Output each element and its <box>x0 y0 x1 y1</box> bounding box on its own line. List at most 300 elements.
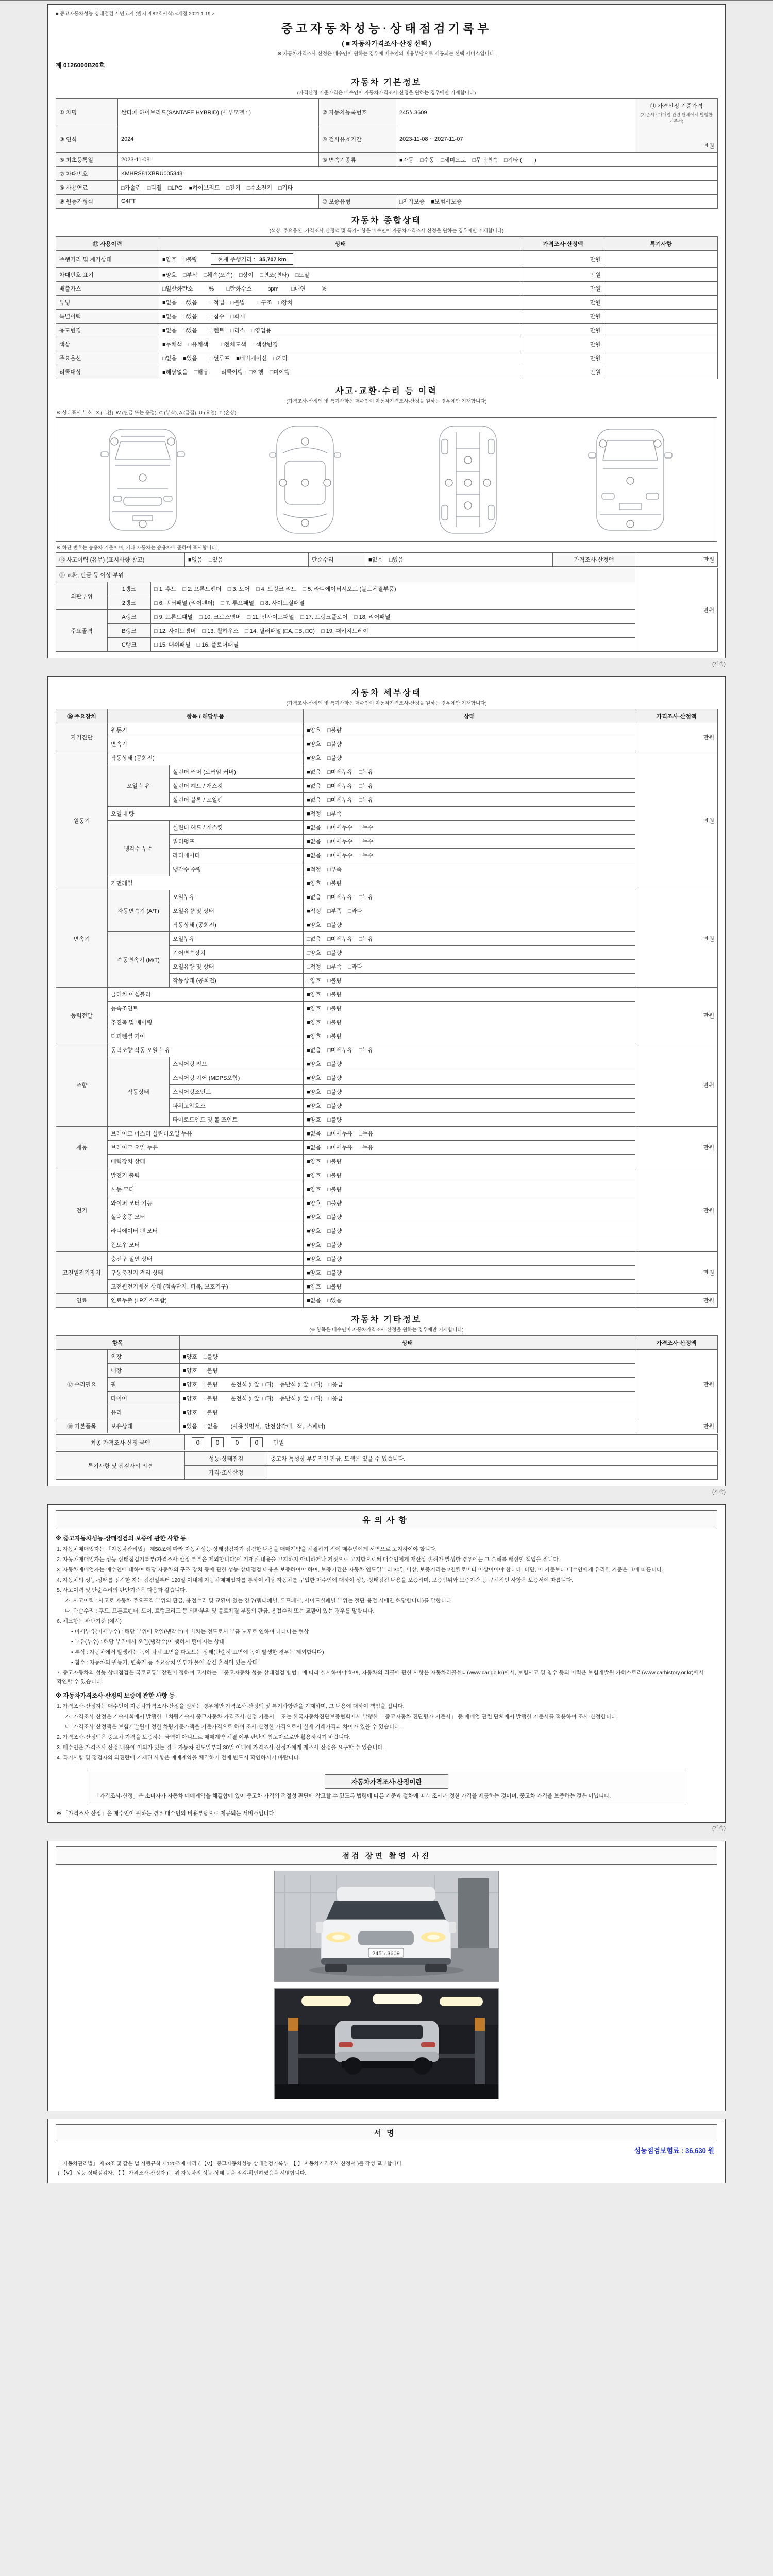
section-note-other: (※ 항목은 매수인이 자동차가격조사·산정을 원하는 경우에만 기재합니다) <box>309 1327 464 1333</box>
col-other-price: 가격조사·산정액 <box>635 1336 718 1350</box>
vehicle-diagram-rear <box>581 421 679 538</box>
outer-panel-label: 외판부위 <box>56 582 108 610</box>
item-label: 브레이크 마스터 실린더오일 누유 <box>108 1127 304 1141</box>
col-item: 항목 / 해당부품 <box>108 709 304 723</box>
state-checks: ■양호 □불량 <box>304 1280 635 1294</box>
price-unit-cell: 만원 <box>635 1419 718 1433</box>
overall-row-label: 특별이력 <box>56 310 159 324</box>
rank-items: □ 6. 쿼터패널 (리어펜더) □ 7. 루프패널 □ 8. 사이드실패널 <box>151 596 635 610</box>
definition-box-body: 「가격조사·산정」은 소비자가 자동차 매매계약을 체결함에 있어 중고차 가격의 적절성 판단에 참고할 수 있도록 법령에 따른 기준과 절차에 따라 조사·산정한 가격을 제공하는 것이며, 중고차 가격을 보증하는 것은 아닙니다. <box>94 1793 611 1799</box>
other-item-label: 타이어 <box>108 1392 180 1405</box>
remark-cell <box>604 351 718 365</box>
overall-row-state <box>159 310 522 324</box>
state-checks: ■양호 □불량 <box>304 1252 635 1266</box>
item-label: 스티어링 펌프 <box>170 1057 304 1071</box>
overall-state-table <box>56 236 718 379</box>
overall-row-state <box>159 365 522 379</box>
item-label: 디퍼렌셜 기어 <box>108 1029 304 1043</box>
state-checks: □양호 □불량 <box>304 946 635 960</box>
warranty-label: ⑩ 보증유형 <box>319 195 396 209</box>
item-label: 브레이크 오일 누유 <box>108 1141 304 1155</box>
overall-row <box>56 310 718 324</box>
state-checks: ■없음 □있음 <box>304 1294 635 1308</box>
rank-row <box>56 582 718 596</box>
check-options: ■양호 □불량 <box>162 257 198 263</box>
state-checks: ■양호 □불량 <box>304 1155 635 1168</box>
other-state-checks: ■양호 □불량 <box>180 1364 635 1378</box>
remarks-text: 중고차 특성상 부분적인 판금, 도색은 있을 수 있습니다. <box>267 1452 718 1466</box>
exchange-label: ⑭ 교환, 판금 등 이상 부위 : <box>56 568 635 582</box>
accident-history-label: ⑬ 사고이력 (유무) (표시사항 참고) <box>56 553 185 567</box>
basic-items-group-label: ⑱ 기본품목 <box>56 1419 108 1433</box>
overall-row-label: 배출가스 <box>56 282 159 296</box>
final-price-table <box>56 1434 718 1450</box>
price-unit-cell: 만원 <box>635 1294 718 1308</box>
inspection-photo-front <box>274 1871 499 1982</box>
rank-label: 2랭크 <box>108 596 151 610</box>
final-price-unit: 만원 <box>273 1440 284 1446</box>
state-checks: ■양호 □불량 <box>304 1196 635 1210</box>
panel-signature <box>47 2119 726 2183</box>
col-remark: 특기사항 <box>604 237 718 251</box>
item-label: 냉각수 수량 <box>170 862 304 876</box>
price-unit-cell: 만원 <box>522 268 604 282</box>
device-group-label: 변속기 <box>56 890 108 988</box>
price-unit-cell: 만원 <box>635 1168 718 1252</box>
definition-box-title: 자동차가격조사·산정이란 <box>325 1774 448 1789</box>
col-price: 가격조사·산정액 <box>522 237 604 251</box>
overall-row-label: 색상 <box>56 337 159 351</box>
notice-content <box>56 1534 717 1762</box>
state-checks: □없음 □미세누유 □누유 <box>304 932 635 946</box>
check-options: ■없음 □있음 □렌트 □리스 □영업용 <box>162 328 272 334</box>
notice-line: 나. 가격조사·산정액은 보험개발원이 정한 차량기준가액을 기준가격으로 하여 조사·산정한 가격으로서 실제 거래가격과 차이가 있을 수 있습니다. <box>65 1724 401 1730</box>
other-info-table <box>56 1335 718 1433</box>
check-options: □없음 ■있음 □썬루프 ■네비게이션 □기타 <box>162 355 288 362</box>
vin-label: ⑦ 차대번호 <box>56 167 118 181</box>
detail-row <box>56 1029 718 1043</box>
detail-row <box>56 1182 718 1196</box>
subgroup-label: 오일 누유 <box>108 765 170 807</box>
item-label: 오일누유 <box>170 890 304 904</box>
state-checks: ■없음 □미세누유 □누유 <box>304 765 635 779</box>
detail-row <box>56 821 718 835</box>
detail-row <box>56 1224 718 1238</box>
overall-row <box>56 337 718 351</box>
price-base-cell <box>635 99 718 153</box>
other-state-checks: ■양호 □불량 운전석 (□앞 □뒤) 동반석 (□앞 □뒤) □응급 <box>180 1378 635 1392</box>
overall-row <box>56 268 718 282</box>
state-checks: ■양호 □불량 <box>304 1238 635 1252</box>
section-title-overall: 자동차 종합상태 <box>351 216 422 225</box>
vehicle-diagram-front <box>94 421 192 538</box>
notice-line: • 부식 : 자동차에서 발생하는 녹이 차체 표면을 파고드는 상태(단순히 표면에 녹이 발생한 경우는 제외합니다) <box>71 1649 324 1655</box>
panel-detail-state <box>47 676 726 1486</box>
vin-value: KMHRS81XBRU005348 <box>118 167 718 181</box>
remark-cell <box>604 337 718 351</box>
valid-label: ④ 검사유효기간 <box>319 126 396 153</box>
price-unit-cell: 만원 <box>522 324 604 337</box>
notice-line: • 미세누유(미세누수) : 해당 부위에 오일(냉각수)이 비치는 정도로서 부품 노후로 인하여 나타나는 현상 <box>71 1629 309 1635</box>
current-mileage-box <box>211 253 293 265</box>
year-value: 2024 <box>118 126 319 153</box>
detail-row <box>56 876 718 890</box>
item-label: 라디에이터 팬 모터 <box>108 1224 304 1238</box>
col-use-history: ⑫ 사용이력 <box>56 237 159 251</box>
detail-row <box>56 737 718 751</box>
state-checks: ■없음 □미세누수 □누수 <box>304 849 635 862</box>
notice-line: 2. 가격조사·산정액은 중고차 가격을 보증하는 금액이 아니므로 매매계약 체결 여부 판단의 참고자료로만 활용하시기 바랍니다. <box>57 1734 351 1740</box>
overall-row <box>56 351 718 365</box>
col-detail-price: 가격조사·산정액 <box>635 709 718 723</box>
item-label: 동력조향 작동 오일 누유 <box>108 1043 304 1057</box>
final-price-row <box>56 1435 718 1450</box>
state-checks: ■없음 □미세누유 □누유 <box>304 890 635 904</box>
photo-lift-illustration <box>275 1989 498 2099</box>
section-title-accident: 사고·교환·수리 등 이력 <box>335 387 438 396</box>
other-repair-row <box>56 1405 718 1419</box>
overall-row-state <box>159 268 522 282</box>
item-label: 스티어링 기어 (MDPS포함) <box>170 1071 304 1085</box>
item-label: 작동상태 (공회전) <box>170 974 304 988</box>
overall-row-label: 주요옵션 <box>56 351 159 365</box>
detail-row <box>56 1043 718 1057</box>
col-device: ⑯ 주요장치 <box>56 709 108 723</box>
price-unit-cell: 만원 <box>522 337 604 351</box>
item-label: 작동상태 (공회전) <box>108 751 304 765</box>
other-repair-row <box>56 1378 718 1392</box>
notice-section-heading: ※ 중고자동차성능·상태점검의 보증에 관한 사항 등 <box>56 1536 187 1542</box>
item-label: 변속기 <box>108 737 304 751</box>
notice-line: 1. 자동차매매업자는 「자동차관리법」 제58조에 따라 자동차성능·상태점검자가 점검한 내용을 매매계약을 체결하기 전에 매수인에게 서면으로 고지하여야 합니다. <box>57 1546 437 1552</box>
remark-cell <box>604 282 718 296</box>
basic-row-vin <box>56 167 718 181</box>
item-label: 라디에이터 <box>170 849 304 862</box>
price-unit-cell: 만원 <box>635 751 718 890</box>
overall-row-label: 튜닝 <box>56 296 159 310</box>
notice-line: 가. 가격조사·산정은 기술사회에서 발행한 「차량기술사 중고자동차 가격조사·산정 기준서」 또는 한국자동차진단보증협회에서 발행한 「중고자동차 진단평가 기준서」 등 매매업 관련 단체에서 발행한 기준서를 적용하여 조사·산정합니다. <box>65 1714 618 1720</box>
price-unit-cell: 만원 <box>635 1252 718 1294</box>
repair-group-label: ⑰ 수리필요 <box>56 1350 108 1419</box>
detail-row <box>56 765 718 779</box>
basic-row-year <box>56 126 718 153</box>
notice-line: 4. 특기사항 및 점검자의 의견란에 기재된 사항은 매매계약을 체결하기 전에 반드시 확인하시기 바랍니다. <box>57 1755 300 1761</box>
photos-title: 점검 장면 촬영 사진 <box>56 1846 717 1865</box>
item-label: 실린더 헤드 / 개스킷 <box>170 779 304 793</box>
other-state-checks: ■양호 □불량 <box>180 1350 635 1364</box>
basic-row-firstreg <box>56 153 718 167</box>
rank-row <box>56 610 718 624</box>
overall-row-state <box>159 251 522 268</box>
state-checks: ■양호 □불량 <box>304 876 635 890</box>
accident-price-label: 가격조사·산정액 <box>553 553 635 567</box>
simple-repair-label: 단순수리 <box>309 553 365 567</box>
legal-statement-2: ( 【V】 성능·상태점검자, 【 】 가격조사·산정자 )는 위 자동차의 성능·상태 등을 점검·확인하였음을 서명합니다. <box>58 2170 307 2176</box>
state-checks: ■없음 □미세누유 □누유 <box>304 1141 635 1155</box>
item-label: 커먼레일 <box>108 876 304 890</box>
overall-row-label: 용도변경 <box>56 324 159 337</box>
rank-row <box>56 624 718 638</box>
item-label: 추진축 및 베어링 <box>108 1015 304 1029</box>
item-label: 실내송풍 모터 <box>108 1210 304 1224</box>
detail-row <box>56 890 718 904</box>
other-state-checks: ■양호 □불량 <box>180 1405 635 1419</box>
overall-row-label: 주행거리 및 계기상태 <box>56 251 159 268</box>
notice-line: 나. 단순수리 : 후드, 프론트펜더, 도어, 트렁크리드 등 외판부위 및 볼트체결 부품의 판금, 용접수리 또는 교환이 있는 경우를 말합니다. <box>65 1608 375 1614</box>
overall-row <box>56 365 718 379</box>
item-label: 구동축전지 격리 상태 <box>108 1266 304 1280</box>
car-name-value: 싼타페 하이브리드(SANTAFE HYBRID) (세부모델 : ) <box>118 99 319 126</box>
price-unit-cell: 만원 <box>522 296 604 310</box>
overall-row-state <box>159 351 522 365</box>
state-checks: ■양호 □불량 <box>304 1029 635 1043</box>
col-state: 상태 <box>159 237 522 251</box>
final-price-digit: 0 <box>250 1437 263 1447</box>
item-label: 충전구 절연 상태 <box>108 1252 304 1266</box>
overall-row <box>56 251 718 268</box>
engine-value: G4FT <box>118 195 319 209</box>
detail-row <box>56 932 718 946</box>
other-state-checks: ■양호 □불량 운전석 (□앞 □뒤) 동반석 (□앞 □뒤) □응급 <box>180 1392 635 1405</box>
basic-info-table <box>56 98 718 209</box>
rank-items: □ 12. 사이드멤버 □ 13. 휠하우스 □ 14. 필러패널 (□A, □B, □C) □ 19. 패키지트레이 <box>151 624 635 638</box>
item-label: 스티어링조인트 <box>170 1085 304 1099</box>
notice-line: 3. 매수인은 가격조사·산정 내용에 이의가 있는 경우 자동차 인도일부터 30일 이내에 가격조사·산정자에게 재조사·산정을 요구할 수 있습니다. <box>57 1744 384 1751</box>
price-survey-definition-box <box>87 1770 686 1805</box>
state-checks: ■없음 □미세누수 □누수 <box>304 835 635 849</box>
detail-row <box>56 1168 718 1182</box>
state-checks: ■없음 □미세누유 □누유 <box>304 1127 635 1141</box>
fuel-label: ⑧ 사용연료 <box>56 181 118 195</box>
insurance-fee <box>59 2145 714 2155</box>
remarks-group-label: 특기사항 및 점검자의 의견 <box>56 1452 185 1480</box>
device-group-label: 고전원전기장치 <box>56 1252 108 1294</box>
rank-label: A랭크 <box>108 610 151 624</box>
item-label: 시동 모터 <box>108 1182 304 1196</box>
check-options: ■양호 □부식 □훼손(오손) □상이 □변조(변타) □도말 <box>162 272 310 278</box>
warranty-checks: □자가보증 ■보험사보증 <box>396 195 718 209</box>
price-base-label: ⑪ 가격산정 기준가격 <box>650 103 703 109</box>
vehicle-diagram-underbody <box>419 421 517 538</box>
item-label: 등속조인트 <box>108 1002 304 1015</box>
price-base-note: (기준서 : 매매업 관련 단체에서 발행한 기준서) <box>640 112 713 124</box>
check-options: ■해당없음 □해당 리콜이행 : □이행 □미이행 <box>162 369 290 376</box>
first-reg-value: 2023-11-08 <box>118 153 319 167</box>
notice-section-heading: ※ 자동차가격조사·산정의 보증에 관한 사항 등 <box>56 1693 175 1699</box>
check-options: ■없음 □있음 □적법 □불법 □구조 □장치 <box>162 300 293 306</box>
accident-history-checks: ■없음 □있음 <box>185 553 309 567</box>
detail-row <box>56 807 718 821</box>
page-title: 중고자동차성능·상태점검기록부 <box>281 22 492 35</box>
numbering-legend: ※ 하단 번호는 승용차 기준이며, 기타 자동차는 승용차에 준하여 표시합니다. <box>57 545 218 551</box>
panel-photos <box>47 1841 726 2111</box>
fuel-checks: □가솔린 □디젤 □LPG ■하이브리드 □전기 □수소전기 □기타 <box>118 181 718 195</box>
state-checks: ■양호 □불량 <box>304 1224 635 1238</box>
state-checks: ■양호 □불량 <box>304 1099 635 1113</box>
other-header-row <box>56 1336 718 1350</box>
overall-row <box>56 296 718 310</box>
price-unit-cell: 만원 <box>522 365 604 379</box>
basic-row-name <box>56 99 718 126</box>
section-note-accident: (가격조사·산정액 및 특기사항은 매수인이 자동차가격조사·산정을 원하는 경우에만 기재합니다) <box>286 399 487 404</box>
other-state-checks: ■있음 □없음 (사용설명서, 안전삼각대, 잭, 스패너) <box>180 1419 635 1433</box>
accident-price-unit: 만원 <box>635 553 718 567</box>
final-price-digits <box>188 1440 266 1446</box>
rank-price-unit-cell: 만원 <box>635 568 718 652</box>
item-label: 고전원전기배선 상태 (접속단자, 피복, 보호기구) <box>108 1280 304 1294</box>
state-checks: ■양호 □불량 <box>304 1071 635 1085</box>
item-label: 발전기 출력 <box>108 1168 304 1182</box>
other-item-label: 내장 <box>108 1364 180 1378</box>
detail-row <box>56 1252 718 1266</box>
state-checks: ■없음 □미세누유 □누유 <box>304 779 635 793</box>
accident-history-table <box>56 552 718 567</box>
photo-front-illustration <box>275 1871 498 1981</box>
item-label: 실린더 헤드 / 개스킷 <box>170 821 304 835</box>
remark-cell <box>604 268 718 282</box>
continued-marker: (계속) <box>712 1489 726 1495</box>
first-reg-label: ⑤ 최초등록일 <box>56 153 118 167</box>
overall-row <box>56 324 718 337</box>
photo-license-plate: 245노3609 <box>372 1950 400 1957</box>
state-checks: ■양호 □불량 <box>304 1113 635 1127</box>
other-repair-row <box>56 1392 718 1405</box>
device-group-label: 원동기 <box>56 751 108 890</box>
item-label: 파워고압호스 <box>170 1099 304 1113</box>
remarks-who-label: 성능·상태점검 <box>185 1452 267 1466</box>
remark-cell <box>604 310 718 324</box>
notice-line: 가. 사고이력 : 사고로 자동차 주요골격 부위의 판금, 용접수리 및 교환이 있는 경우(쿼터패널, 루프패널, 사이드실패널 부위는 절단·용접 시에만 해당합니다)를 말합니다. <box>65 1598 453 1604</box>
notice-line: • 침수 : 자동차의 원동기, 변속기 등 주요장치 일부가 물에 잠긴 흔적이 있는 상태 <box>71 1659 258 1666</box>
device-group-label: 동력전달 <box>56 988 108 1043</box>
detail-row <box>56 1266 718 1280</box>
other-item-label: 외장 <box>108 1350 180 1364</box>
overall-header-row <box>56 237 718 251</box>
state-checks: ■양호 □불량 <box>304 988 635 1002</box>
state-checks: ■적정 □부족 <box>304 807 635 821</box>
state-checks: □양호 □불량 <box>304 974 635 988</box>
section-title-other: 자동차 기타정보 <box>351 1315 422 1324</box>
detail-row <box>56 1210 718 1224</box>
state-checks: ■없음 □미세누유 □누유 <box>304 1043 635 1057</box>
item-label: 윈도우 모터 <box>108 1238 304 1252</box>
section-title-basic: 자동차 기본정보 <box>351 78 422 87</box>
device-group-label: 전기 <box>56 1168 108 1252</box>
remarks-who-label: 가격·조사산정 <box>185 1466 267 1480</box>
detail-row <box>56 1141 718 1155</box>
notice-line: 3. 자동차매매업자는 매수인에 대하여 해당 자동차의 구조·장치 등에 관한 성능·상태점검 내용을 보증하여야 하며, 보증기간은 자동차 인도일부터 30일 이상, 보증거리는 2천킬로미터 이상이어야 합니다. 다만, 이 기준보다 매수인에게 유리한 기준은 그에 따릅니다. <box>57 1567 664 1573</box>
notice-line: 4. 자동차의 성능·상태를 점검한 자는 점검일부터 120일 이내에 자동차매매업자를 통하여 해당 자동차를 구입한 매수인에 대하여 성능·상태점검 내용을 보증하며, 보증범위와 보증기간 등 구체적인 사항은 보증서에 따릅니다. <box>57 1577 573 1583</box>
remark-cell <box>604 251 718 268</box>
legal-statement-1: 「자동차관리법」 제58조 및 같은 법 시행규칙 제120조에 따라 ( 【V】 중고자동차성능·상태점검기록부, 【 】 자동차가격조사·산정서 )를 작성·교부합니다. <box>58 2161 404 2167</box>
state-checks: ■없음 □미세누유 □누유 <box>304 793 635 807</box>
overall-row-state <box>159 337 522 351</box>
notice-line: 1. 가격조사·산정자는 매수인이 자동차가격조사·산정을 원하는 경우에만 가격조사·산정액 및 특기사항란을 기재하며, 그 내용에 대하여 책임을 집니다. <box>57 1703 405 1709</box>
check-options: □일산화탄소 % □탄화수소 ppm □매연 % <box>162 286 327 292</box>
continued-marker: (계속) <box>712 1825 726 1832</box>
form-reference-note: ■ 중고자동차성능·상태점검 서면고지 (별지 제82호서식) <개정 2021.1.19.> <box>56 11 215 17</box>
detail-row <box>56 751 718 765</box>
notice-line: 5. 사고이력 및 단순수리의 판단기준은 다음과 같습니다. <box>57 1587 187 1594</box>
item-label: 배력장치 상태 <box>108 1155 304 1168</box>
rank-row <box>56 596 718 610</box>
detail-row <box>56 1015 718 1029</box>
remark-cell <box>604 324 718 337</box>
basic-row-fuel <box>56 181 718 195</box>
item-label: 연료누출 (LP가스포함) <box>108 1294 304 1308</box>
item-label: 와이퍼 모터 기능 <box>108 1196 304 1210</box>
detail-row <box>56 1002 718 1015</box>
price-survey-option: ( ■ 자동차가격조사·산정 선택 ) <box>342 40 431 47</box>
state-checks: ■양호 □불량 <box>304 723 635 737</box>
detail-state-table <box>56 709 718 1308</box>
vehicle-diagram-top <box>256 421 354 538</box>
state-checks: ■양호 □불량 <box>304 1266 635 1280</box>
col-other-item: 항목 <box>56 1336 180 1350</box>
rank-items: □ 15. 대쉬패널 □ 16. 플로어패널 <box>151 638 635 652</box>
transmission-checks: ■자동 □수동 □세미오토 □무단변속 □기타 ( ) <box>396 153 718 167</box>
detail-header-row <box>56 709 718 723</box>
item-label: 작동상태 (공회전) <box>170 918 304 932</box>
check-options: ■무채색 □유채색 □전체도색 □색상변경 <box>162 342 278 348</box>
item-label: 오일유량 및 상태 <box>170 904 304 918</box>
check-options: ■없음 □있음 □침수 □화재 <box>162 314 245 320</box>
other-item-label: 보유상태 <box>108 1419 180 1433</box>
reg-no-label: ② 자동차등록번호 <box>319 99 396 126</box>
vehicle-diagrams <box>56 417 717 542</box>
notice-title: 유의사항 <box>56 1510 717 1529</box>
section-note-detail: (가격조사·산정액 및 특기사항은 매수인이 자동차가격조사·산정을 원하는 경우에만 기재합니다) <box>286 701 487 706</box>
col-detail-state: 상태 <box>304 709 635 723</box>
transmission-label: ⑥ 변속기종류 <box>319 153 396 167</box>
price-unit-cell: 만원 <box>522 251 604 268</box>
state-checks: ■양호 □불량 <box>304 1168 635 1182</box>
price-survey-note: ※ 자동차가격조사·산정은 매수인이 원하는 경우에 매수인의 비용부담으로 제공되는 선택 서비스입니다. <box>277 51 496 57</box>
item-label: 오일유량 및 상태 <box>170 960 304 974</box>
item-label: 워터펌프 <box>170 835 304 849</box>
state-checks: ■양호 □불량 <box>304 1182 635 1196</box>
item-label: 기어변속장치 <box>170 946 304 960</box>
state-checks: ■양호 □불량 <box>304 1002 635 1015</box>
detail-row <box>56 1238 718 1252</box>
exchange-header-row <box>56 568 718 582</box>
engine-label: ⑨ 원동기형식 <box>56 195 118 209</box>
device-group-label: 조향 <box>56 1043 108 1127</box>
price-unit-cell: 만원 <box>522 310 604 324</box>
final-price-label: 최종 가격조사·산정 금액 <box>56 1435 185 1450</box>
subgroup-label: 자동변속기 (A/T) <box>108 890 170 932</box>
other-basicitem-row <box>56 1419 718 1433</box>
simple-repair-checks: ■없음 □있음 <box>365 553 553 567</box>
rank-label: 1랭크 <box>108 582 151 596</box>
rank-items: □ 9. 프론트패널 □ 10. 크로스멤버 □ 11. 인사이드패널 □ 17. 트렁크플로어 □ 18. 리어패널 <box>151 610 635 624</box>
final-price-digit: 0 <box>231 1437 243 1447</box>
price-unit-cell: 만원 <box>635 1350 718 1419</box>
mileage-value: 35,707 km <box>259 257 287 263</box>
mileage-label: 현재 주행거리 : <box>217 257 255 263</box>
state-checks: ■양호 □불량 <box>304 1015 635 1029</box>
subgroup-label: 작동상태 <box>108 1057 170 1127</box>
detail-row <box>56 1196 718 1210</box>
detail-row <box>56 1127 718 1141</box>
state-checks: ■양호 □불량 <box>304 737 635 751</box>
col-other-state: 상태 <box>180 1336 635 1350</box>
subgroup-label: 수동변속기 (M/T) <box>108 932 170 988</box>
rank-label: B랭크 <box>108 624 151 638</box>
item-label: 오일 유량 <box>108 807 304 821</box>
section-title-detail: 자동차 세부상태 <box>351 689 422 698</box>
exchange-rank-table <box>56 568 718 652</box>
